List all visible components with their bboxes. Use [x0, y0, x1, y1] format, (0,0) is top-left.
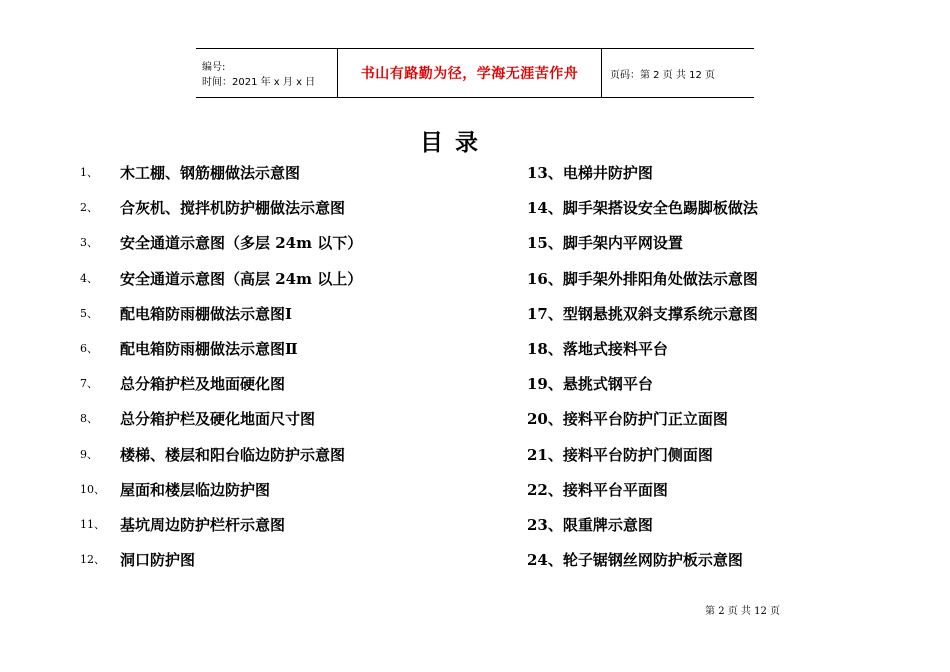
toc-item-number: 12、: [80, 553, 105, 567]
toc-item-number: 5、: [80, 306, 98, 320]
toc-item-text: 基坑周边防护栏杆示意图: [120, 516, 286, 534]
toc-item-number: 8、: [80, 412, 98, 426]
toc-item-text: 屋面和楼层临边防护图: [120, 480, 271, 499]
toc-item: [80, 514, 410, 536]
page-label: 页码：第 2 页 共 12 页: [610, 69, 715, 81]
toc-item-number: 1、: [80, 166, 98, 179]
toc-item: [80, 197, 410, 219]
toc-item-number: 4、: [80, 271, 98, 285]
toc-item: [80, 408, 410, 430]
time-label: 时间：2021 年 x 月 x 日: [202, 77, 316, 88]
toc-item-text: 总分箱护栏及地面硬化图: [120, 375, 286, 394]
page-footer: 第 2 页 共 12 页: [705, 606, 780, 617]
toc-item: 18、落地式接料平台: [527, 340, 668, 358]
toc-item-text: 总分箱护栏及硬化地面尺寸图: [120, 410, 316, 429]
toc-item-text: 洞口防护图: [120, 551, 196, 570]
toc-item-text: 安全通道示意图（高层 24m 以上）: [120, 269, 363, 288]
toc-item-number: 7、: [80, 377, 98, 391]
toc-item-number: 2、: [80, 201, 98, 215]
toc-item-number: 9、: [80, 447, 98, 461]
toc-item: 15、脚手架内平网设置: [527, 234, 683, 253]
toc-item-text: 木工棚、钢筋棚做法示意图: [120, 164, 301, 182]
header-page-cell: [602, 49, 754, 97]
header-motto-cell: [337, 49, 602, 97]
toc-item-number: 3、: [80, 236, 98, 250]
toc-item: [80, 268, 410, 290]
toc-item-text: 合灰机、搅拌机防护棚做法示意图: [120, 199, 346, 218]
toc-item: 14、脚手架搭设安全色踢脚板做法: [527, 199, 758, 218]
toc-item: [80, 162, 410, 184]
header-meta: [196, 49, 337, 97]
toc-item-text: 楼梯、楼层和阳台临边防护示意图: [120, 445, 346, 464]
toc-item-number: 6、: [80, 342, 98, 355]
toc-item: 16、脚手架外排阳角处做法示意图: [527, 269, 758, 288]
number-label: 编号:: [202, 62, 226, 73]
toc-item: [80, 549, 410, 571]
toc-item: 19、悬挑式钢平台: [527, 375, 653, 394]
toc-item: 17、型钢悬挑双斜支撑系统示意图: [527, 304, 758, 323]
toc-item: 20、接料平台防护门正立面图: [527, 410, 728, 429]
toc-item-number: 11、: [80, 518, 105, 531]
toc-item: 13、电梯井防护图: [527, 164, 653, 182]
toc-item: [80, 338, 410, 360]
toc-item: 24、轮子锯钢丝网防护板示意图: [527, 551, 743, 570]
toc-item-number: 10、: [80, 482, 105, 496]
toc-item-text: 配电箱防雨棚做法示意图Ⅰ: [120, 304, 293, 323]
toc-item: [80, 303, 410, 325]
toc-item: [80, 444, 410, 466]
toc-item-text: 配电箱防雨棚做法示意图Ⅱ: [120, 340, 298, 358]
document-header: [196, 48, 754, 98]
toc-item: 21、接料平台防护门侧面图: [527, 445, 713, 464]
toc-item: 22、接料平台平面图: [527, 480, 668, 499]
toc-item: [80, 232, 410, 254]
page-title: 目 录: [420, 129, 481, 156]
toc-item: [80, 479, 410, 501]
toc-item-text: 安全通道示意图（多层 24m 以下）: [120, 234, 363, 253]
toc-item: [80, 373, 410, 395]
toc-item: 23、限重牌示意图: [527, 516, 653, 534]
motto: 书山有路勤为径，学海无涯苦作舟: [360, 66, 579, 82]
